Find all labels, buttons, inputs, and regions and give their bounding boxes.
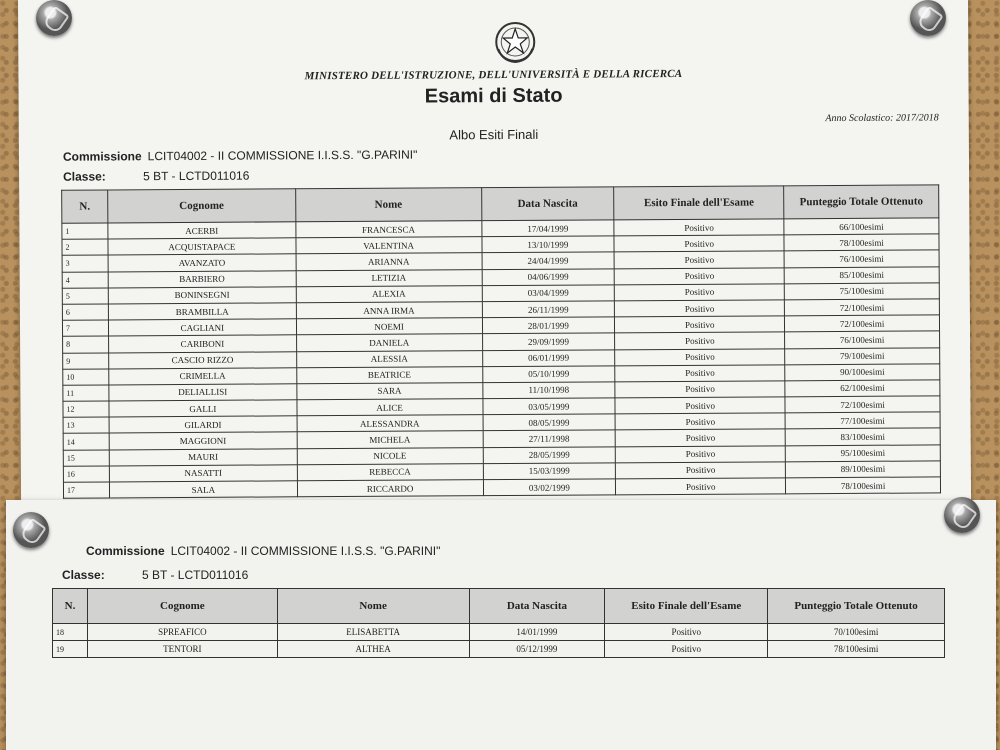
cell-data-nascita: 27/11/1998 — [483, 430, 616, 447]
cell-nome: ALEXIA — [296, 285, 482, 302]
class-line — [63, 169, 249, 184]
cell-number: 14 — [63, 433, 109, 449]
cell-punteggio: 72/100esimi — [784, 299, 939, 316]
cell-number: 9 — [63, 352, 109, 368]
cell-number: 4 — [62, 272, 108, 288]
cell-esito: Positivo — [615, 365, 785, 382]
results-table-2 — [52, 588, 945, 658]
page-subtitle: Albo Esiti Finali — [449, 126, 539, 143]
cell-number: 6 — [62, 304, 108, 320]
cell-cognome: CASCIO RIZZO — [109, 351, 297, 368]
cell-cognome: ACERBI — [108, 222, 296, 239]
cell-nome: VALENTINA — [296, 237, 482, 254]
cell-nome: RICCARDO — [297, 480, 483, 497]
col-data-nascita: Data Nascita — [469, 589, 605, 624]
cell-punteggio: 89/100esimi — [785, 461, 940, 478]
cell-esito: Positivo — [615, 316, 785, 333]
cell-data-nascita: 08/05/1999 — [483, 414, 616, 431]
cell-nome: NOEMI — [296, 318, 482, 335]
cell-nome: LETIZIA — [296, 269, 482, 286]
commission-value: LCIT04002 - II COMMISSIONE I.I.S.S. "G.PARINI" — [170, 544, 441, 558]
cell-number: 10 — [63, 369, 109, 385]
cell-data-nascita: 13/10/1999 — [481, 236, 614, 253]
class-value: 5 BT - LCTD011016 — [143, 168, 250, 184]
cell-cognome: SALA — [109, 481, 297, 498]
cell-number: 15 — [63, 450, 109, 466]
cell-punteggio: 79/100esimi — [785, 347, 940, 364]
cell-esito: Positivo — [615, 300, 785, 317]
cell-esito: Positivo — [616, 478, 786, 495]
cell-data-nascita: 06/01/1999 — [482, 349, 615, 366]
cell-cognome: NASATTI — [109, 465, 297, 482]
cell-esito: Positivo — [614, 235, 784, 252]
cell-nome: ARIANNA — [296, 253, 482, 270]
table-row — [53, 641, 945, 658]
push-pin-icon — [36, 0, 72, 36]
push-pin-icon — [944, 497, 980, 533]
cell-punteggio: 76/100esimi — [784, 250, 939, 267]
cell-number: 18 — [53, 624, 88, 641]
cell-data-nascita: 15/03/1999 — [483, 463, 616, 480]
cell-cognome: AVANZATO — [108, 254, 296, 271]
cell-data-nascita: 03/02/1999 — [483, 479, 616, 496]
cell-esito: Positivo — [615, 413, 785, 430]
cell-punteggio: 62/100esimi — [785, 380, 940, 397]
cell-esito: Positivo — [615, 397, 785, 414]
col-number: N. — [53, 589, 88, 624]
cell-punteggio: 78/100esimi — [784, 234, 939, 251]
cell-number: 2 — [62, 239, 108, 255]
cell-nome: NICOLE — [297, 447, 483, 464]
cell-number: 8 — [63, 336, 109, 352]
cell-number: 17 — [63, 482, 109, 498]
cell-punteggio: 70/100esimi — [768, 624, 945, 641]
cell-punteggio: 85/100esimi — [784, 266, 939, 283]
cell-data-nascita: 29/09/1999 — [482, 333, 615, 350]
cell-esito: Positivo — [615, 332, 785, 349]
cell-punteggio: 72/100esimi — [785, 315, 940, 332]
cell-data-nascita: 05/10/1999 — [482, 366, 615, 383]
cell-cognome: BARBIERO — [108, 270, 296, 287]
cell-nome: ALICE — [297, 399, 483, 416]
cell-number: 3 — [62, 255, 108, 271]
cell-cognome: DELIALLISI — [109, 384, 297, 401]
col-data-nascita: Data Nascita — [481, 187, 614, 221]
cell-cognome: BONINSEGNI — [108, 287, 296, 304]
cell-nome: MICHELA — [297, 431, 483, 448]
cell-punteggio: 66/100esimi — [784, 218, 939, 235]
commission-label: Commissione — [62, 149, 142, 164]
cell-data-nascita: 14/01/1999 — [469, 624, 605, 641]
cell-punteggio: 90/100esimi — [785, 364, 940, 381]
cell-cognome: CARIBONI — [108, 335, 296, 352]
table-row — [53, 624, 945, 641]
cell-cognome: MAGGIONI — [109, 432, 297, 449]
class-value: 5 BT - LCTD011016 — [142, 568, 249, 582]
col-punteggio: Punteggio Totale Ottenuto — [784, 185, 939, 219]
commission-label: Commissione — [86, 544, 165, 558]
cell-esito: Positivo — [614, 267, 784, 284]
cell-cognome: CRIMELLA — [109, 367, 297, 384]
cell-data-nascita: 03/04/1999 — [482, 285, 615, 302]
class-line-2 — [62, 568, 248, 582]
cell-punteggio: 78/100esimi — [768, 641, 945, 658]
cell-data-nascita: 26/11/1999 — [482, 301, 615, 318]
cell-nome: BEATRICE — [296, 366, 482, 383]
cell-esito: Positivo — [614, 219, 784, 236]
cell-punteggio: 76/100esimi — [785, 331, 940, 348]
push-pin-icon — [13, 512, 49, 548]
cell-nome: FRANCESCA — [296, 221, 482, 238]
cell-nome: DANIELA — [296, 334, 482, 351]
cell-number: 13 — [63, 417, 109, 433]
cell-cognome: MAURI — [109, 448, 297, 465]
cell-cognome: TENTORI — [87, 641, 277, 658]
cell-number: 16 — [63, 466, 109, 482]
cell-esito: Positivo — [615, 429, 785, 446]
cell-data-nascita: 28/01/1999 — [482, 317, 615, 334]
push-pin-icon — [910, 0, 946, 36]
commission-value: LCIT04002 - II COMMISSIONE I.I.S.S. "G.PARINI" — [147, 147, 418, 164]
cell-esito: Positivo — [615, 381, 785, 398]
cell-number: 11 — [63, 385, 109, 401]
col-esito: Esito Finale dell'Esame — [605, 589, 768, 624]
commission-line-2 — [86, 544, 440, 558]
cell-esito: Positivo — [605, 641, 768, 658]
cell-punteggio: 77/100esimi — [785, 412, 940, 429]
cell-punteggio: 95/100esimi — [785, 444, 940, 461]
cell-nome: ALTHEA — [277, 641, 469, 658]
cell-data-nascita: 04/06/1999 — [482, 268, 615, 285]
cell-number: 12 — [63, 401, 109, 417]
col-cognome: Cognome — [108, 189, 296, 223]
col-punteggio: Punteggio Totale Ottenuto — [768, 589, 945, 624]
class-label: Classe: — [62, 568, 105, 582]
cell-punteggio: 72/100esimi — [785, 396, 940, 413]
cell-cognome: SPREAFICO — [87, 624, 277, 641]
cell-nome: ANNA IRMA — [296, 302, 482, 319]
cell-punteggio: 75/100esimi — [784, 283, 939, 300]
col-number: N. — [62, 190, 108, 223]
cell-data-nascita: 24/04/1999 — [482, 252, 615, 269]
cell-cognome: BRAMBILLA — [108, 303, 296, 320]
col-nome: Nome — [295, 188, 481, 222]
col-esito: Esito Finale dell'Esame — [614, 186, 784, 220]
ministry-name: MINISTERO DELL'ISTRUZIONE, DELL'UNIVERSITÀ E DELLA RICERCA — [304, 67, 683, 83]
cell-cognome: CAGLIANI — [108, 319, 296, 336]
cell-number: 7 — [62, 320, 108, 336]
cell-number: 1 — [62, 223, 108, 239]
cell-cognome: ACQUISTAPACE — [108, 238, 296, 255]
cell-punteggio: 83/100esimi — [785, 428, 940, 445]
cell-esito: Positivo — [615, 348, 785, 365]
page-title: Esami di Stato — [424, 84, 563, 108]
cell-data-nascita: 11/10/1998 — [482, 382, 615, 399]
cell-esito: Positivo — [616, 462, 786, 479]
cell-esito: Positivo — [615, 284, 785, 301]
cell-cognome: GILARDI — [109, 416, 297, 433]
table-header-row — [62, 185, 939, 223]
cell-data-nascita: 03/05/1999 — [482, 398, 615, 415]
cell-number: 5 — [62, 288, 108, 304]
cell-nome: ALESSANDRA — [297, 415, 483, 432]
cell-data-nascita: 17/04/1999 — [481, 220, 614, 237]
cell-data-nascita: 28/05/1999 — [483, 446, 616, 463]
cell-nome: ALESSIA — [296, 350, 482, 367]
table-header-row — [53, 589, 945, 624]
results-sheet-page-1 — [18, 0, 971, 512]
cell-number: 19 — [53, 641, 88, 658]
cell-esito: Positivo — [614, 251, 784, 268]
commission-line — [63, 148, 417, 164]
cell-esito: Positivo — [605, 624, 768, 641]
class-label: Classe: — [63, 169, 106, 184]
cell-cognome: GALLI — [109, 400, 297, 417]
cell-esito: Positivo — [616, 445, 786, 462]
col-cognome: Cognome — [87, 589, 277, 624]
school-year: Anno Scolastico: 2017/2018 — [825, 112, 939, 125]
cell-nome: REBECCA — [297, 463, 483, 480]
cell-nome: SARA — [297, 383, 483, 400]
cell-punteggio: 78/100esimi — [786, 477, 941, 494]
results-table — [61, 184, 941, 499]
cell-data-nascita: 05/12/1999 — [469, 641, 605, 658]
cell-nome: ELISABETTA — [277, 624, 469, 641]
italian-republic-emblem-icon — [492, 19, 538, 65]
col-nome: Nome — [277, 589, 469, 624]
